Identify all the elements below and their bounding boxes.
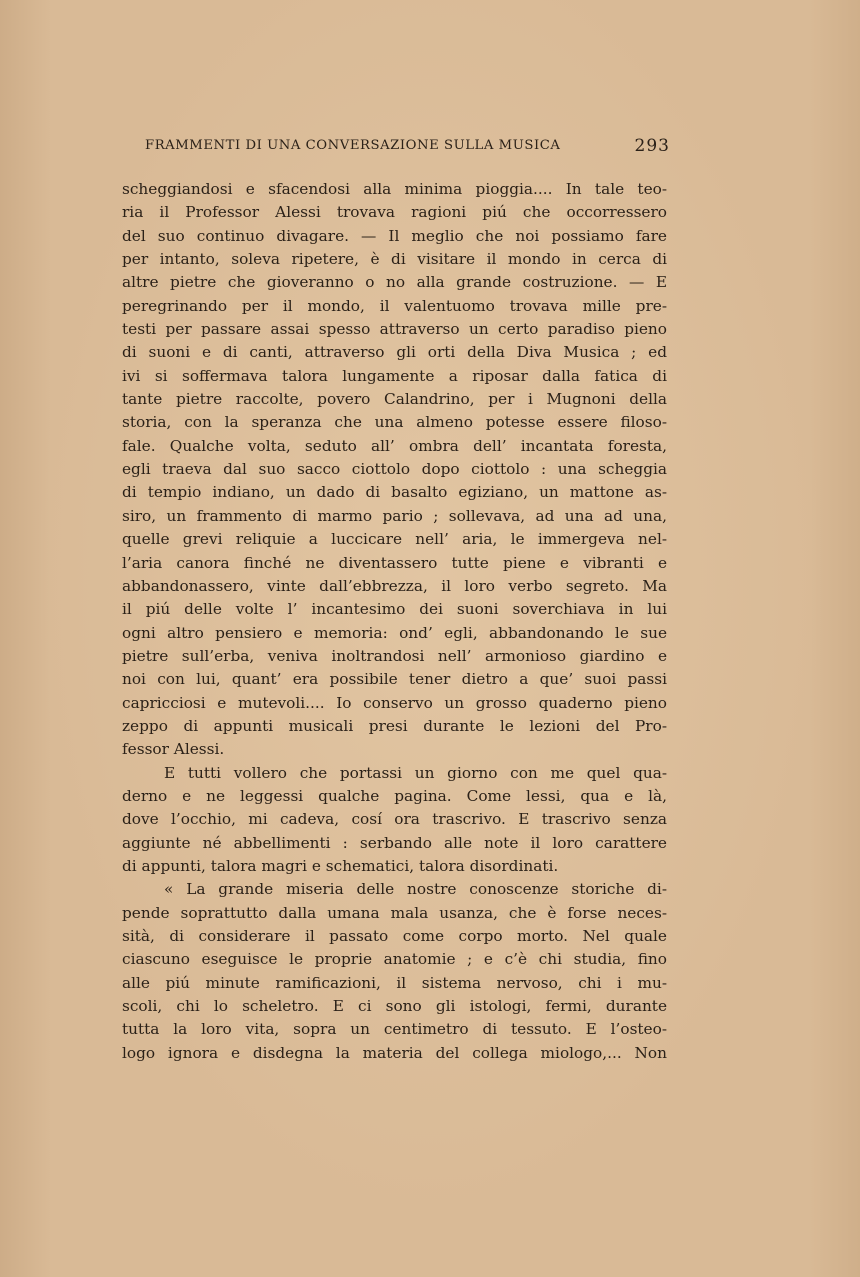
text-line: scoli, chi lo scheletro. E ci sono gli istologi, fermi, durante	[122, 997, 667, 1016]
text-line: l’aria canora finché ne diventassero tutte piene e vibranti e	[122, 553, 667, 572]
text-line: scheggiandosi e sfacendosi alla minima pioggia.... In tale teo-	[122, 180, 667, 198]
text-line: alle piú minute ramificazioni, il sistema nervoso, chi i mu-	[122, 973, 667, 992]
text-line: capricciosi e mutevoli.... Io conservo un grosso quaderno pieno	[122, 693, 667, 712]
text-line: noi con lui, quant’ era possibile tener dietro a que’ suoi passi	[122, 670, 667, 689]
text-line: tante pietre raccolte, povero Calandrino, per i Mugnoni della	[122, 390, 667, 409]
text-line: di tempio indiano, un dado di basalto egiziano, un mattone as-	[122, 483, 667, 502]
text-line: tutta la loro vita, sopra un centimetro di tessuto. E l’osteo-	[122, 1020, 667, 1039]
text-line: altre pietre che gioveranno o no alla grande costruzione. — E	[122, 273, 667, 292]
text-line: zeppo di appunti musicali presi durante le lezioni del Pro-	[122, 716, 667, 735]
text-line: del suo continuo divagare. — Il meglio che noi possiamo fare	[122, 226, 667, 245]
text-line: egli traeva dal suo sacco ciottolo dopo ciottolo : una scheggia	[122, 460, 667, 479]
text-line: pietre sull’erba, veniva inoltrandosi nell’ armonioso giardino e	[122, 646, 667, 665]
text-line: il piú delle volte l’ incantesimo dei suoni soverchiava in lui	[122, 600, 667, 619]
text-line: di suoni e di canti, attraverso gli orti della Diva Musica ; ed	[122, 343, 667, 362]
text-line: ria il Professor Alessi trovava ragioni piú che occorressero	[122, 203, 667, 222]
text-line-paragraph-end: fessor Alessi.	[122, 740, 225, 759]
text-line: ivi si soffermava talora lungamente a riposar dalla fatica di	[122, 366, 667, 385]
text-line: testi per passare assai spesso attraverso un certo paradiso pieno	[122, 320, 667, 339]
page-number: 293	[634, 136, 670, 156]
running-head	[145, 136, 670, 158]
text-line: siro, un frammento di marmo pario ; sollevava, ad una ad una,	[122, 506, 667, 525]
text-line: derno e ne leggessi qualche pagina. Come lessi, qua e là,	[122, 786, 667, 805]
text-line: ciascuno eseguisce le proprie anatomie ; e c’è chi studia, fino	[122, 950, 667, 969]
text-line-paragraph-start: « La grande miseria delle nostre conoscenze storiche di-	[164, 880, 667, 899]
text-line-paragraph-end: di appunti, talora magri e schematici, talora disordinati.	[122, 856, 559, 875]
text-line: pende soprattutto dalla umana mala usanza, che è forse neces-	[122, 903, 667, 922]
text-line: dove l’occhio, mi cadeva, cosí ora trascrivo. E trascrivo senza	[122, 810, 667, 829]
text-line: quelle grevi reliquie a luccicare nell’ aria, le immergeva nel-	[122, 530, 667, 549]
text-line: abbandonassero, vinte dall’ebbrezza, il loro verbo segreto. Ma	[122, 576, 667, 595]
text-line: peregrinando per il mondo, il valentuomo trovava mille pre-	[122, 296, 667, 315]
text-line: per intanto, soleva ripetere, è di visitare il mondo in cerca di	[122, 250, 667, 269]
text-line: storia, con la speranza che una almeno potesse essere filoso-	[122, 413, 667, 432]
text-line: sità, di considerare il passato come corpo morto. Nel quale	[122, 927, 667, 945]
text-line: logo ignora e disdegna la materia del collega miologo,... Non	[122, 1043, 667, 1062]
running-title: FRAMMENTI DI UNA CONVERSAZIONE SULLA MUSICA	[145, 138, 561, 153]
body-text	[122, 178, 667, 1065]
text-line-paragraph-start: E tutti vollero che portassi un giorno con me quel qua-	[164, 763, 667, 782]
text-line: fale. Qualche volta, seduto all’ ombra dell’ incantata foresta,	[122, 436, 667, 455]
text-line: ogni altro pensiero e memoria: ond’ egli, abbandonando le sue	[122, 623, 667, 642]
text-line: aggiunte né abbellimenti : serbando alle note il loro carattere	[122, 833, 667, 852]
